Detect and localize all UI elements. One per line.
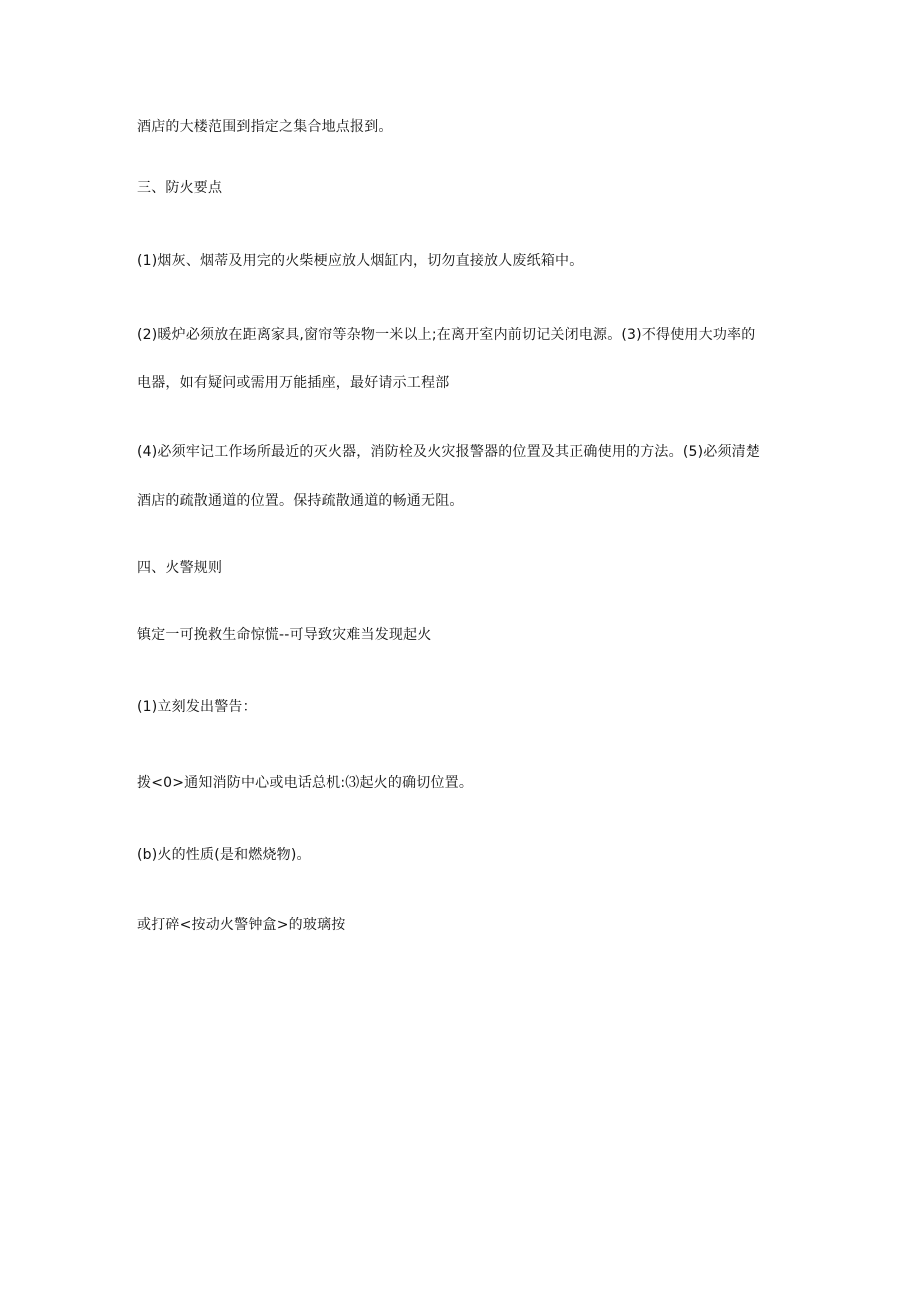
paragraph-line: (1)烟灰、烟蒂及用完的火柴梗应放人烟缸内，切勿直接放人废纸箱中。 [137,253,584,269]
paragraph-line: 拨<0>通知消防中心或电话总机:⑶起火的确切位置。 [137,775,474,791]
paragraph-line: 酒店的疏散通道的位置。保持疏散通道的畅通无阻。 [137,493,464,509]
paragraph-line: (4)必须牢记工作场所最近的灭火器，消防栓及火灾报警器的位置及其正确使用的方法。(5)必须清楚 [137,444,761,460]
paragraph-line: 镇定一可挽救生命惊慌--可导致灾难当发现起火 [137,627,432,643]
section-heading-fire-prevention: 三、防火要点 [137,180,223,196]
section-heading-fire-alarm-rules: 四、火警规则 [137,560,223,576]
paragraph-line: 酒店的大楼范围到指定之集合地点报到。 [137,119,393,135]
paragraph-line: (b)火的性质(是和燃烧物)。 [137,847,311,863]
paragraph-line: 或打碎<按动火警钟盒>的玻璃按 [137,917,346,933]
paragraph-line: (2)暖炉必须放在距离家具,窗帘等杂物一米以上;在离开室内前切记关闭电源。(3)不得使用大功率的 [137,327,756,343]
paragraph-line: (1)立刻发出警告： [137,699,257,715]
paragraph-line: 电器，如有疑问或需用万能插座，最好请示工程部 [137,375,450,391]
